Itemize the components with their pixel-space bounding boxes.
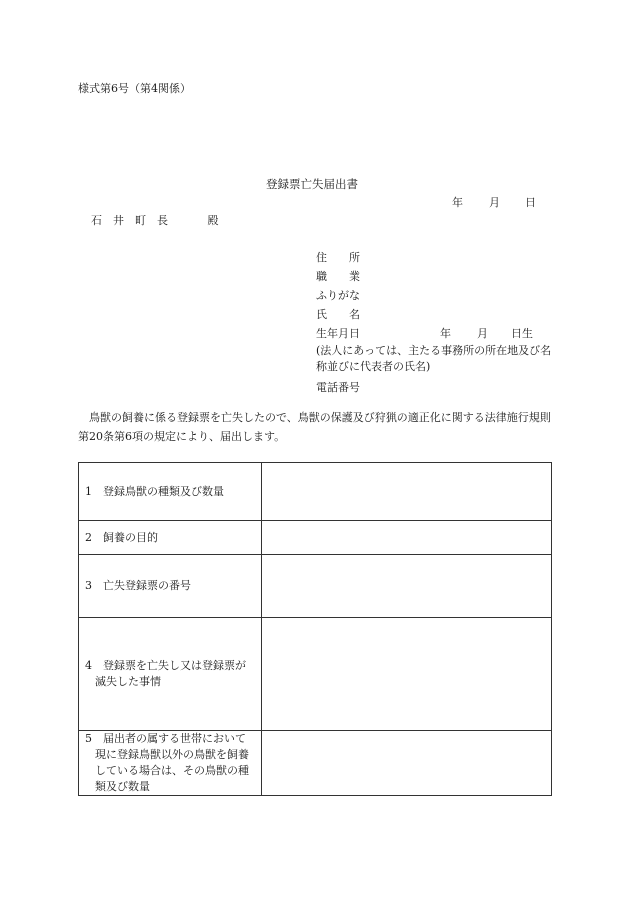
row-label: 4 登録票を亡失し又は登録票が滅失した事情 <box>79 618 262 731</box>
addressee-name: 石 井 町 長 <box>91 214 168 227</box>
row-label: 5 届出者の属する世帯において現に登録鳥獣以外の鳥獣を飼養している場合は、その鳥獣の種類及び数量 <box>79 731 262 796</box>
corporate-note: (法人にあっては、主たる事務所の所在地及び名称並びに代表者の氏名) <box>316 344 552 373</box>
table-row <box>79 555 552 618</box>
form-number: 様式第6号（第4関係） <box>78 82 191 95</box>
row-value[interactable] <box>262 618 552 731</box>
items-table <box>78 462 552 796</box>
applicant-occupation-label: 職 業 <box>316 270 360 283</box>
row-label: 3 亡失登録票の番号 <box>79 555 262 618</box>
row-value[interactable] <box>262 555 552 618</box>
date-year: 年 <box>452 196 463 209</box>
addressee <box>91 212 219 228</box>
row-value[interactable] <box>262 463 552 521</box>
addressee-honorific: 殿 <box>207 214 219 227</box>
birthdate-label: 生年月日 <box>316 327 360 340</box>
birth-month: 月 <box>477 327 488 340</box>
applicant-birthdate <box>316 324 556 343</box>
table-row <box>79 618 552 731</box>
applicant-block <box>316 248 556 397</box>
date-day: 日 <box>525 196 536 209</box>
row-value[interactable] <box>262 731 552 796</box>
applicant-address-label: 住 所 <box>316 251 360 264</box>
row-value[interactable] <box>262 521 552 555</box>
birth-day: 日生 <box>511 327 533 340</box>
applicant-phone-label: 電話番号 <box>316 381 360 394</box>
applicant-name-label: 氏 名 <box>316 308 360 321</box>
submission-date <box>452 194 536 210</box>
applicant-furigana-label: ふりがな <box>316 289 360 302</box>
row-label: 1 登録鳥獣の種類及び数量 <box>79 463 262 521</box>
document-title: 登録票亡失届出書 <box>266 177 358 191</box>
table-row <box>79 731 552 796</box>
date-month: 月 <box>489 196 500 209</box>
row-label: 2 飼養の目的 <box>79 521 262 555</box>
table-row <box>79 521 552 555</box>
birth-year: 年 <box>440 327 451 340</box>
table-row <box>79 463 552 521</box>
body-text: 鳥獣の飼養に係る登録票を亡失したので、鳥獣の保護及び狩猟の適正化に関する法律施行規則第20条第6項の規定により、届出します。 <box>78 411 551 443</box>
